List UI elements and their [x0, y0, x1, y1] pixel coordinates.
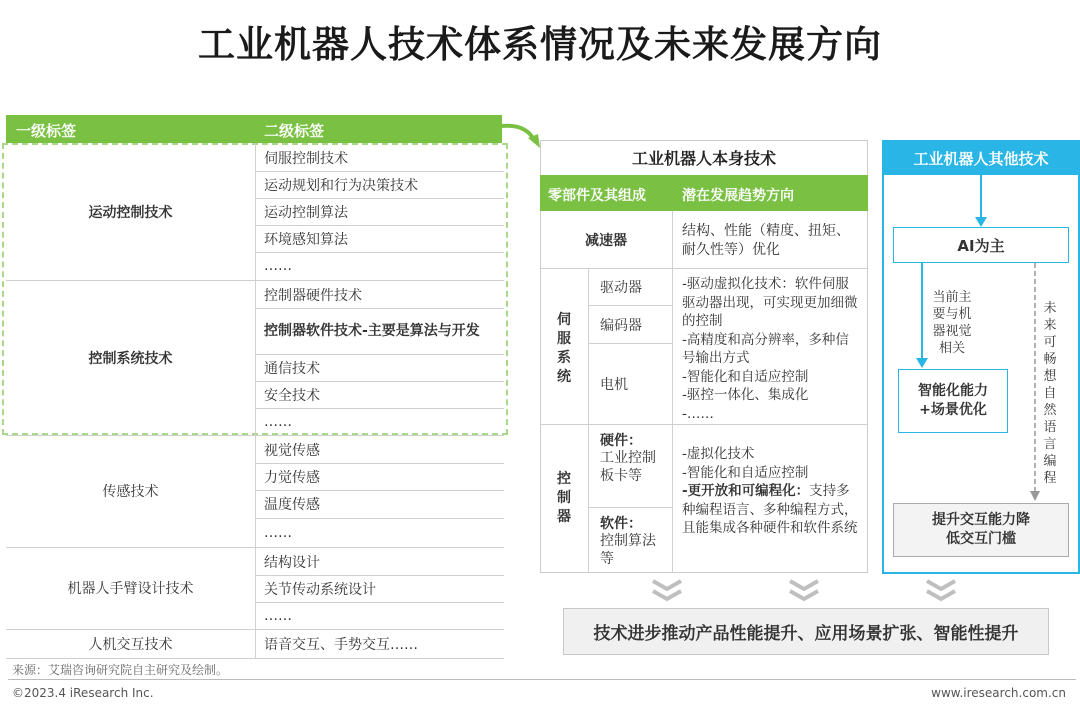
group-name: 传感技术 [102, 484, 159, 500]
list-item: 控制器硬件技术 [264, 287, 362, 304]
controller-inner-divider [588, 424, 589, 573]
list-item: …… [264, 607, 292, 624]
row-divider [540, 424, 868, 425]
page-title: 工业机器人技术体系情况及未来发展方向 [198, 23, 882, 66]
servo-label: 伺服系统 [557, 312, 571, 385]
capability-box: 智能化能力+场景优化 [898, 369, 1008, 433]
servo-part: 编码器 [600, 317, 642, 334]
list-item: 安全技术 [264, 387, 320, 404]
servo-trend: -驱动虚拟化技术：软件伺服驱动器出现，可实现更加细微的控制 -高精度和高分辨率，多种信号输出方式 -智能化和自适应控制 -驱控一体化、集成化 -…… [682, 276, 858, 422]
group-name: 运动控制技术 [88, 204, 173, 221]
left-table-header [6, 115, 502, 143]
group-name: 控制系统技术 [88, 350, 173, 367]
hardware-label: 硬件： [600, 433, 642, 449]
list-item: 伺服控制技术 [264, 150, 348, 167]
list-item: …… [264, 413, 292, 430]
current-note: 当前主要与机器视觉相关 [932, 290, 972, 356]
chevron-down-icon [787, 578, 821, 604]
list-item-bold: 控制器软件技术-主要是算法与开发 [264, 323, 480, 339]
website: www.iresearch.com.cn [931, 686, 1066, 700]
list-item: 结构设计 [264, 554, 320, 571]
col-components-header: 零部件及其组成 [548, 188, 646, 204]
bottom-banner: 技术进步推动产品性能提升、应用场景扩张、智能性提升 [563, 608, 1049, 655]
list-item: 温度传感 [264, 497, 320, 513]
group-name: 人机交互技术 [88, 637, 173, 653]
right-panel-title: 工业机器人其他技术 [884, 142, 1078, 175]
servo-part: 电机 [600, 377, 628, 393]
chevron-down-icon [650, 578, 684, 604]
table-bottom-border [6, 658, 504, 659]
interaction-box: 提升交互能力降低交互门槛 [893, 503, 1069, 557]
software-label: 软件： [600, 516, 642, 532]
header-level1: 一级标签 [16, 122, 77, 140]
source-note: 来源：艾瑞咨询研究院自主研究及绘制。 [12, 663, 229, 677]
hardware-text: 工业控制板卡等 [600, 450, 656, 484]
reducer-trend: 结构、性能（精度、扭矩、耐久性等）优化 [682, 222, 850, 258]
servo-part: 驱动器 [600, 280, 642, 296]
middle-panel-title: 工业机器人本身技术 [631, 149, 776, 168]
ai-box: AI为主 [893, 227, 1069, 263]
list-item: …… [264, 258, 292, 274]
row-divider [540, 268, 868, 269]
copyright: ©2023.4 iResearch Inc. [12, 686, 154, 700]
left-table-divider [255, 143, 256, 658]
row-divider [588, 507, 672, 508]
controller-trend-plain: -虚拟化技术 -智能化和自适应控制 [682, 446, 809, 481]
middle-panel-header [540, 175, 868, 211]
middle-col-divider [672, 211, 673, 573]
controller-label: 控制器 [557, 471, 571, 525]
list-item: 力觉传感 [264, 469, 320, 486]
col-trend-header: 潜在发展趋势方向 [682, 188, 794, 204]
controller-trend-bold: -更开放和可编程化： [682, 483, 810, 499]
header-level2: 二级标签 [264, 122, 325, 140]
list-item: 语音交互、手势交互…… [264, 637, 418, 653]
group-name: 机器人手臂设计技术 [67, 581, 194, 597]
software-text: 控制算法等 [600, 533, 656, 567]
controller-trend [682, 445, 862, 538]
servo-inner-divider [588, 268, 589, 424]
list-item: 运动规划和行为决策技术 [264, 177, 418, 194]
list-item: 环境感知算法 [264, 231, 348, 248]
list-item: 视觉传感 [264, 442, 320, 459]
controller-trend-rest: 支持多种编程语言、多种编程方式，且能集成各种硬件和软件系统 [682, 483, 858, 536]
future-note: 未来可畅想自然语言编程 [1043, 301, 1057, 486]
list-item: …… [264, 524, 292, 541]
list-item: 运动控制算法 [264, 204, 348, 221]
list-item: 关节传动系统设计 [264, 581, 376, 598]
footer-divider [8, 679, 1076, 680]
reducer-label: 减速器 [585, 232, 627, 249]
list-item: 通信技术 [264, 360, 320, 377]
chevron-down-icon [924, 578, 958, 604]
